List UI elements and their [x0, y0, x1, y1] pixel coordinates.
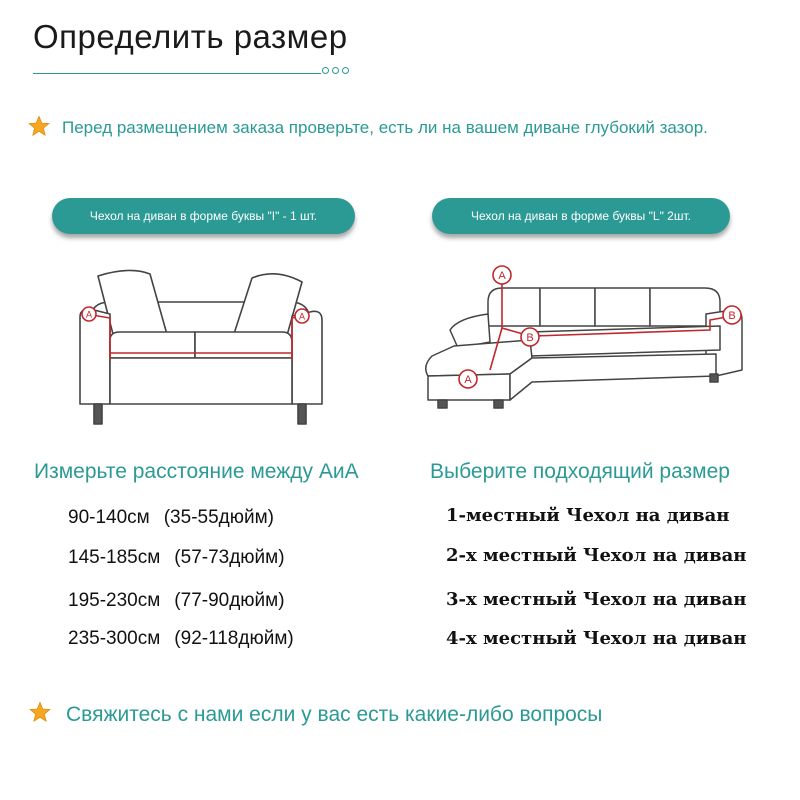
svg-text:A: A: [498, 270, 506, 282]
contact-note: Свяжитесь с нами если у вас есть какие-либо вопросы: [66, 703, 603, 726]
svg-text:A: A: [464, 374, 472, 386]
seat-row: 1-местный Чехол на диван: [446, 505, 730, 526]
choose-heading: Выберите подходящий размер: [430, 460, 730, 483]
size-inch: (35-55дюйм): [163, 507, 274, 528]
seat-row: 4-х местный Чехол на диван: [446, 628, 747, 649]
i-sofa-illustration: [70, 262, 330, 432]
seat-row: 2-х местный Чехол на диван: [446, 545, 747, 566]
svg-text:A: A: [298, 311, 306, 322]
size-row: [68, 547, 285, 569]
marker-a-top: [493, 266, 511, 284]
star-icon: [29, 701, 51, 723]
title-dots: [322, 67, 349, 74]
size-inch: (77-90дюйм): [174, 590, 285, 611]
dot: [342, 67, 349, 74]
marker-a-left: [82, 307, 96, 321]
size-row: [68, 628, 294, 650]
svg-text:B: B: [526, 332, 534, 344]
dot: [332, 67, 339, 74]
marker-a-bottom: [459, 370, 477, 388]
seat-row: 3-х местный Чехол на диван: [446, 589, 747, 610]
page-title: Определить размер: [33, 18, 348, 55]
size-inch: (92-118дюйм): [174, 628, 294, 649]
i-shape-pill: Чехол на диван в форме буквы "I" - 1 шт.: [52, 198, 355, 234]
svg-text:B: B: [728, 310, 736, 322]
size-inch: (57-73дюйм): [174, 547, 285, 568]
marker-a-right: [295, 309, 309, 323]
measure-heading: Измерьте расстояние между АиА: [34, 460, 359, 483]
size-cm: 195-230см: [68, 590, 161, 611]
star-icon: [28, 115, 50, 137]
marker-b-right: [723, 306, 741, 324]
size-row: [68, 590, 285, 612]
l-sofa-illustration: [410, 258, 755, 413]
dot: [322, 67, 329, 74]
size-row: [68, 507, 274, 529]
title-underline: [33, 73, 321, 74]
size-cm: 90-140см: [68, 507, 150, 528]
svg-text:A: A: [85, 309, 93, 320]
marker-b-left: [521, 328, 539, 346]
size-cm: 235-300см: [68, 628, 161, 649]
top-note: Перед размещением заказа проверьте, есть ли на вашем диване глубокий зазор.: [62, 118, 708, 137]
l-shape-pill: Чехол на диван в форме буквы "L" 2шт.: [432, 198, 730, 234]
size-cm: 145-185см: [68, 547, 161, 568]
